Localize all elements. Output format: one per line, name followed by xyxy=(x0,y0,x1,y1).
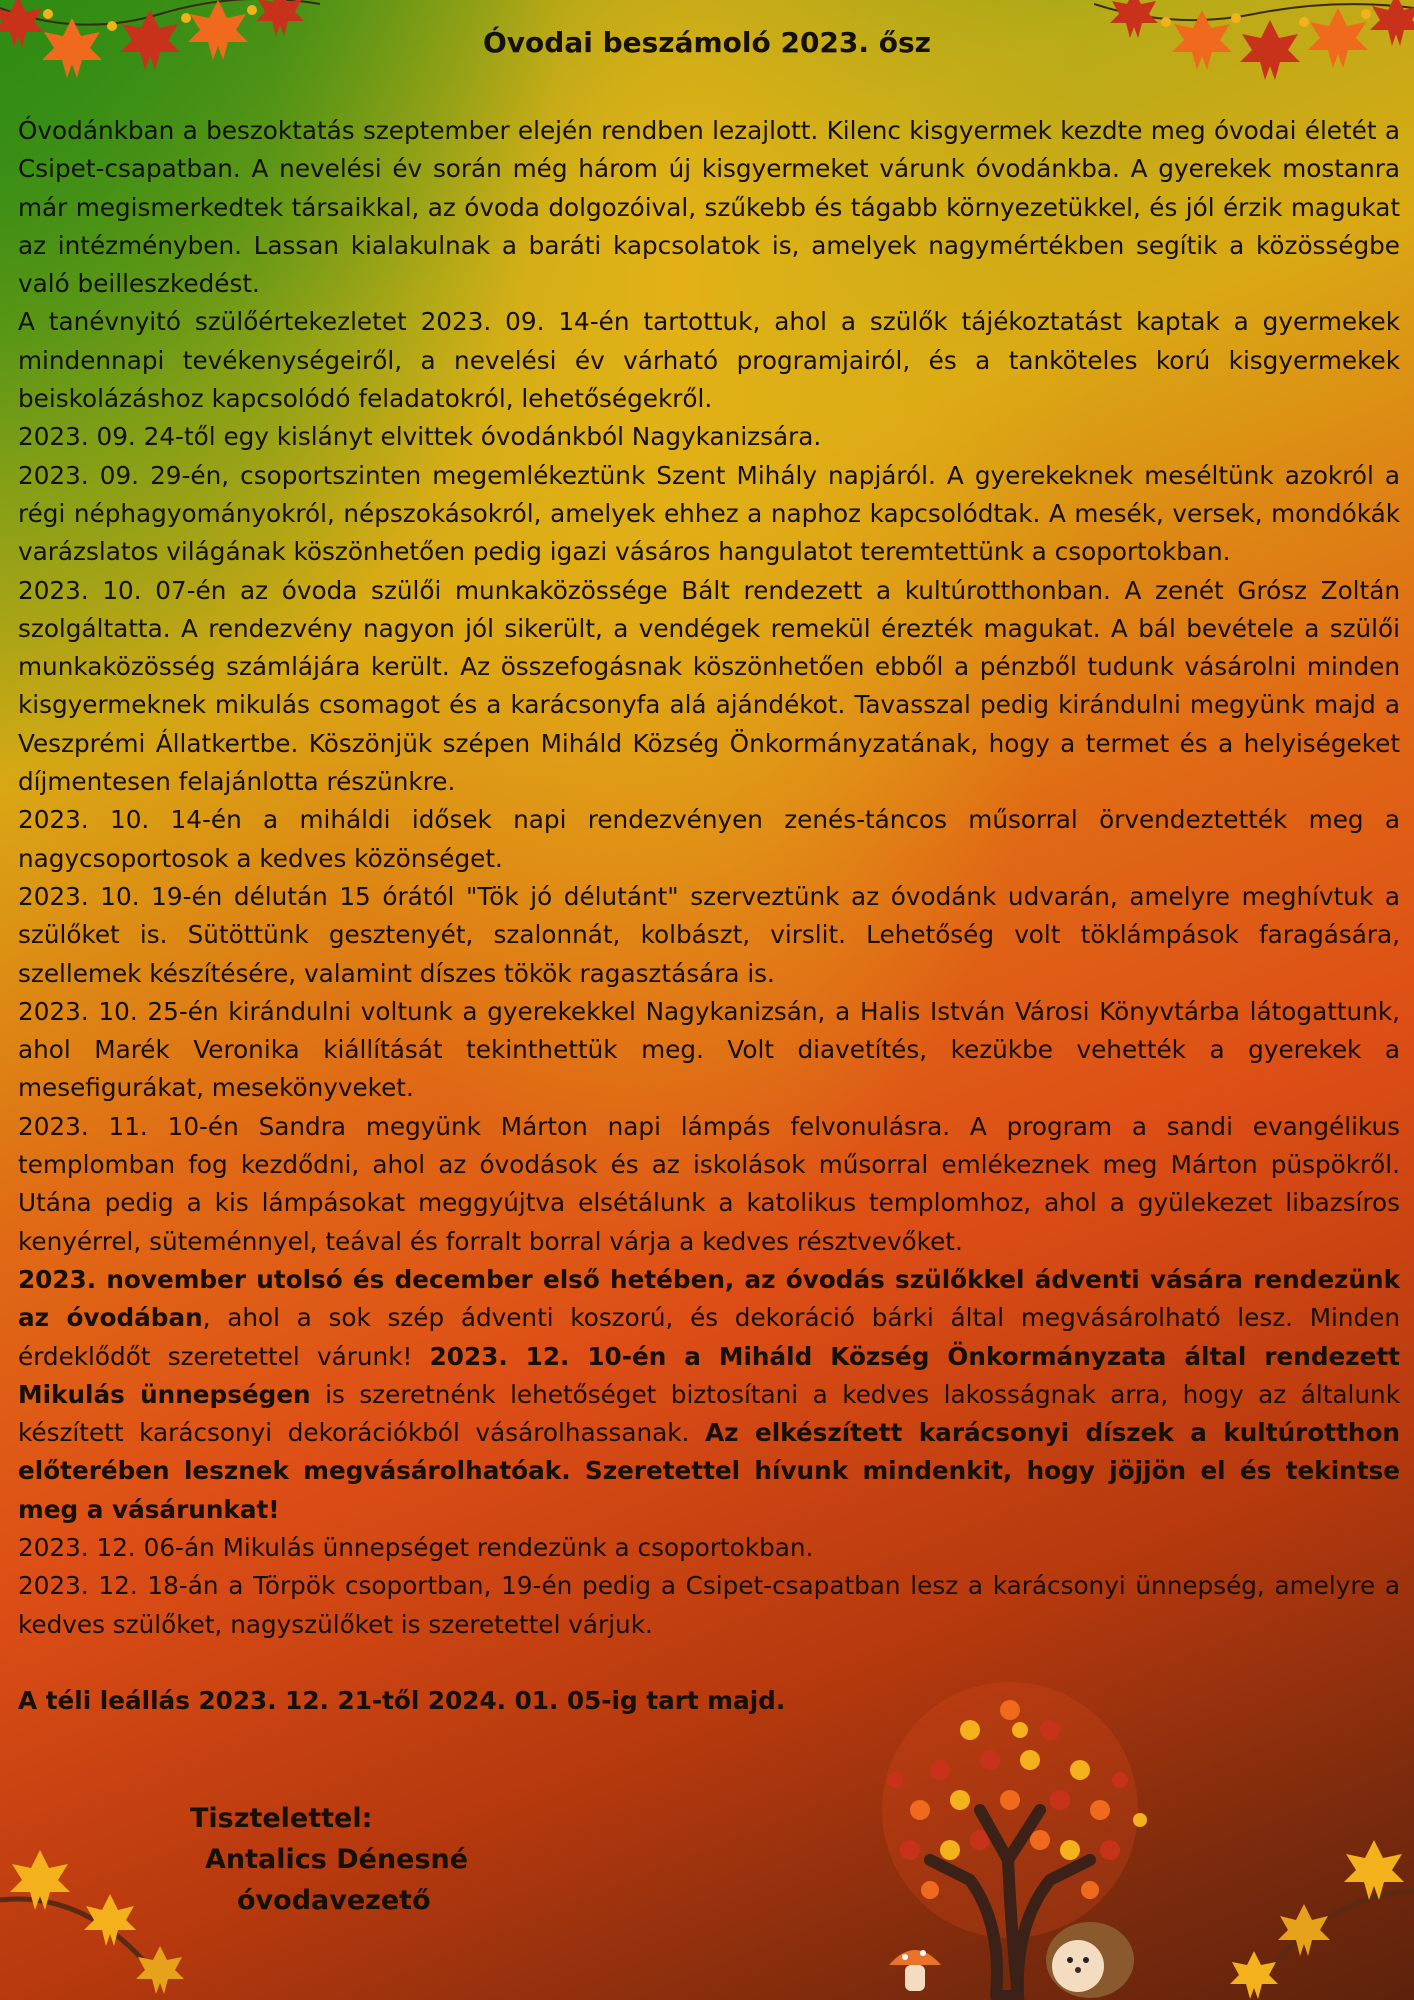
maple-leaf-icon xyxy=(1230,1951,1278,1999)
report-paragraph xyxy=(18,572,1400,802)
paragraph-text: 2023. 10. 07-én az óvoda szülői munkaközössége Bált rendezett a kultúrotthonban. A zenét Grósz Zoltán szolgáltatta. A rendezvény nagyon jól sikerült, a vendégek remekül érezték magukat. A bál bevétele a szülői munkaközösség számlájára került. Az összefogásnak köszönhetően ebből a pénzből tudunk vásárolni minden kisgyermeknek mikulás csomagot és a karácsonyfa alá ajándékot. Tavasszal pedig kirándulni megyünk majd a Veszprémi Állatkertbe. Köszönjük szépen Miháld Község Önkormányzatának, hogy a termet és a helyiségeket díjmentesen felajánlotta részünkre. xyxy=(18,575,1400,797)
signature-greeting: Tisztelettel: xyxy=(190,1803,373,1834)
paragraph-text: 2023. 09. 29-én, csoportszinten megemlékeztünk Szent Mihály napjáról. A gyerekeknek meséltünk azokról a régi néphagyományokról, népszokásokról, amelyek ehhez a naphoz kapcsolódtak. A mesék, versek, mondókák varázslatos világának köszönhetően pedig igazi vásáros hangulatot teremtettünk a csoportokban. xyxy=(18,460,1400,567)
paragraph-text: A tanévnyitó szülőértekezletet 2023. 09. 14-én tartottuk, ahol a szülők tájékoztatást kaptak a gyermekek mindennapi tevékenységeiről, a nevelési év várható programjairól, és a tanköteles korú kisgyermekek beiskolázáshoz kapcsolódó feladatokról, lehetőségekről. xyxy=(18,307,1400,414)
report-paragraph xyxy=(18,1108,1400,1261)
signature-name: Antalics Dénesné xyxy=(205,1844,469,1875)
paragraph-text: 2023. 12. 18-án a Törpök csoportban, 19-én pedig a Csipet-csapatban lesz a karácsonyi ünnepség, amelyre a kedves szülőket, nagyszülőket is szeretettel várjuk. xyxy=(18,1571,1400,1639)
report-paragraph xyxy=(18,801,1400,878)
report-body xyxy=(18,112,1400,1720)
autumn-leaves-bottom-right xyxy=(1194,1820,1414,2000)
highlight-text: Az elkészített karácsonyi díszek a kultúrotthon előterében lesznek megvásárolhatóak. Szeretettel hívunk mindenkit, hogy jöjjön el és tekintse meg a vásárunkat! xyxy=(18,1418,1401,1524)
signature-role: óvodavezető xyxy=(237,1885,431,1916)
report-paragraph xyxy=(18,1567,1400,1644)
autumn-tree-illustration xyxy=(820,1660,1200,2000)
report-paragraphs xyxy=(18,112,1400,1644)
report-paragraph xyxy=(18,418,1400,456)
paragraph-text: Óvodánkban a beszoktatás szeptember elején rendben lezajlott. Kilenc kisgyermek kezdte meg óvodai életét a Csipet-csapatban. A nevelési év során még három új kisgyermeket várunk óvodánkba. A gyerekek mostanra már megismerkedtek társaikkal, az óvoda dolgozóival, szűkebb és tágabb környezetükkel, és jól érzik magukat az intézményben. Lassan kialakulnak a baráti kapcsolatok is, amelyek nagymértékben segítik a közösségbe való beilleszkedést. xyxy=(18,116,1400,299)
paragraph-text: 2023. 10. 14-én a miháldi idősek napi rendezvényen zenés-táncos műsorral örvendeztették meg a nagycsoportosok a kedves közönséget. xyxy=(18,805,1400,873)
report-paragraph xyxy=(18,878,1400,993)
report-paragraph xyxy=(18,993,1400,1108)
report-paragraph xyxy=(18,1261,1400,1529)
paragraph-text: 2023. 09. 24-től egy kislányt elvittek óvodánkból Nagykanizsára. xyxy=(18,422,822,452)
paragraph-text: 2023. 10. 25-én kirándulni voltunk a gyerekekkel Nagykanizsán, a Halis István Városi Könyvtárba látogattunk, ahol Marék Veronika kiállítását tekinthettük meg. Volt diavetítés, kezükbe vehették a gyerekek a mesefigurákat, mesekönyveket. xyxy=(18,996,1400,1103)
hedgehog-icon xyxy=(1046,1922,1134,1998)
mushroom-icon xyxy=(889,1950,941,1991)
highlight-text: 2023. november utolsó és december első hetében, az óvodás szülőkkel ádventi vására rendezünk az óvodában xyxy=(18,1264,1400,1333)
closing-notice: A téli leállás 2023. 12. 21-től 2024. 01. 05-ig tart majd. xyxy=(18,1685,786,1715)
maple-leaf-icon xyxy=(136,1946,184,1994)
report-paragraph xyxy=(18,1529,1400,1567)
report-paragraph xyxy=(18,457,1400,572)
autumn-leaves-bottom-left xyxy=(0,1820,220,2000)
paragraph-text: 2023. 12. 06-án Mikulás ünnepséget rendezünk a csoportokban. xyxy=(18,1532,814,1562)
paragraph-text: is szeretnénk lehetőséget biztosítani a kedves lakosságnak arra, hogy az általunk készített karácsonyi dekorációkból vásárolhassanak. xyxy=(18,1379,1400,1448)
paragraph-text: 2023. 10. 19-én délután 15 órától "Tök jó délutánt" szerveztünk az óvodánk udvarán, amelyre meghívtuk a szülőket is. Sütöttünk gesztenyét, szalonnát, kolbászt, virslit. Lehetőség volt töklámpások faragására, szellemek készítésére, valamint díszes tökök ragasztására is. xyxy=(18,881,1400,988)
highlight-text: 2023. 12. 10-én a Miháld Község Önkormányzata által rendezett Mikulás ünnepségen xyxy=(18,1341,1400,1409)
paragraph-text: , ahol a sok szép ádventi koszorú, és dekoráció bárki által megvásárolható lesz. Minden érdeklődőt szeretettel várunk! xyxy=(18,1303,1401,1371)
report-paragraph xyxy=(18,112,1400,303)
paragraph-text: 2023. 11. 10-én Sandra megyünk Márton napi lámpás felvonulásra. A program a sandi evangélikus templomban fog kezdődni, ahol az óvodások és az iskolások műsorral emlékeznek meg Márton püspökről. Utána pedig a kis lámpásokat meggyújtva elsétálunk a katolikus templomhoz, ahol a gyülekezet libazsíros kenyérrel, süteménnyel, teával és forralt borral várja a kedves résztvevőket. xyxy=(18,1111,1400,1256)
report-paragraph xyxy=(18,303,1400,418)
page-title: Óvodai beszámoló 2023. ősz xyxy=(483,26,931,59)
